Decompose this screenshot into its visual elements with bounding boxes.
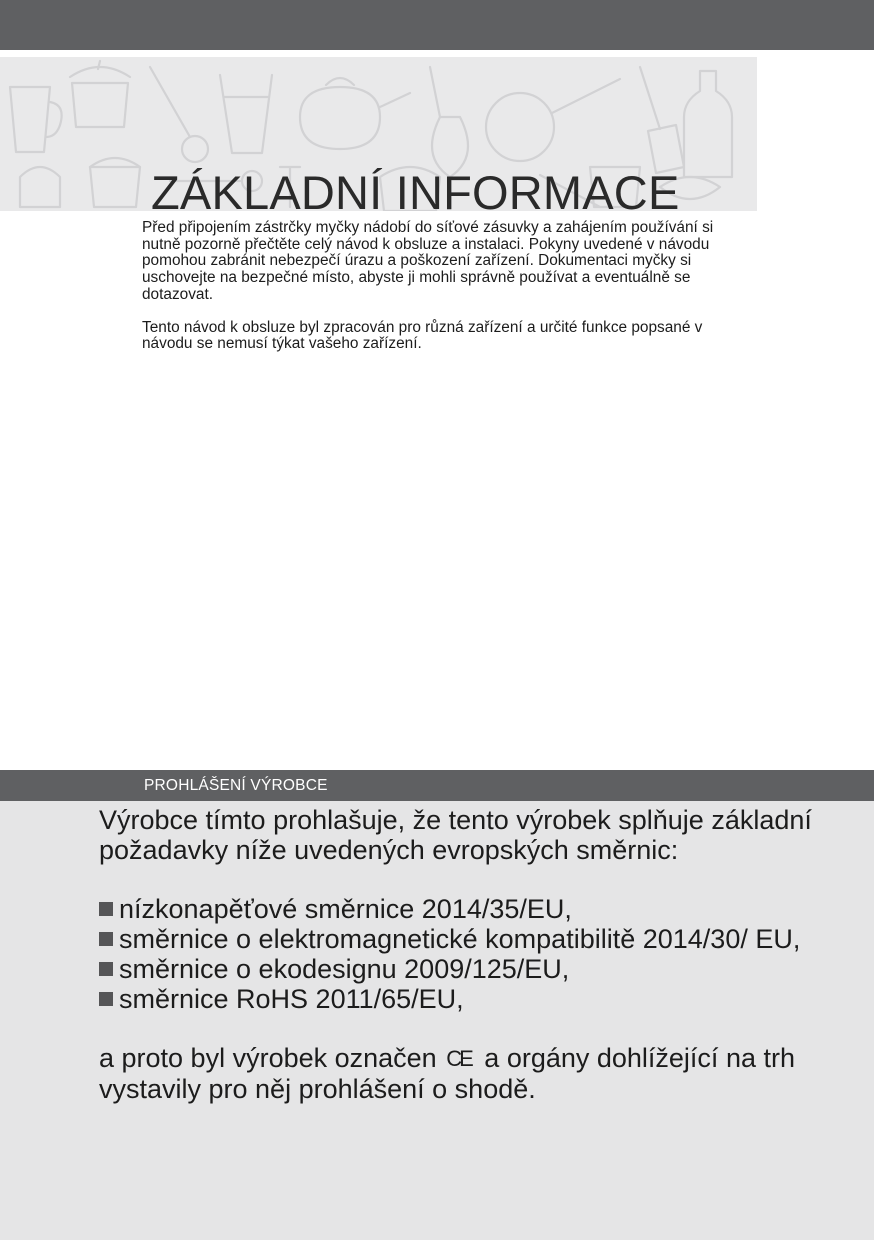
intro-text (142, 220, 754, 369)
declaration-text (99, 805, 819, 1104)
closing-text-after: a orgány dohlížející na trh vystavily pro něj prohlášení o shodě. (99, 1043, 795, 1104)
directive-text: směrnice o ekodesignu 2009/125/EU, (119, 954, 570, 984)
top-bar (0, 0, 874, 50)
directive-text: směrnice RoHS 2011/65/EU, (119, 984, 464, 1014)
list-item (99, 924, 819, 954)
page-title: ZÁKLADNÍ INFORMACE (151, 166, 680, 211)
list-item (99, 984, 819, 1014)
declaration-section-bar (0, 770, 874, 801)
list-item (99, 954, 819, 984)
square-bullet-icon (99, 902, 113, 916)
declaration-section-label: PROHLÁŠENÍ VÝROBCE (144, 777, 328, 794)
declaration-closing (99, 1043, 819, 1104)
directive-text: nízkonapěťové směrnice 2014/35/EU, (119, 894, 572, 924)
directive-list (99, 894, 819, 1014)
intro-paragraph: Před připojením zástrčky myčky nádobí do síťové zásuvky a zahájením používání si nutně pozorně přečtěte celý návod k obsluze a instalaci. Pokyny uvedené v návodu pomohou zabránit nebezpečí úrazu a poškození zařízení. Dokumentaci myčky si uschovejte na bezpečné místo, abyste ji mohli správně používat a eventuálně se dotazovat. (142, 219, 714, 303)
declaration-lead: Výrobce tímto prohlašuje, že tento výrobek splňuje základní požadavky níže uvedených evropských směrnic: (99, 805, 812, 865)
square-bullet-icon (99, 962, 113, 976)
ce-mark-icon: CE (446, 1046, 471, 1071)
list-item (99, 894, 819, 924)
closing-text-before: a proto byl výrobek označen (99, 1043, 437, 1073)
square-bullet-icon (99, 932, 113, 946)
intro-paragraph: Tento návod k obsluze byl zpracován pro různá zařízení a určité funkce popsané v návodu se nemusí týkat vašeho zařízení. (142, 318, 703, 353)
square-bullet-icon (99, 992, 113, 1006)
directive-text: směrnice o elektromagnetické kompatibilitě 2014/30/ EU, (119, 924, 801, 954)
header-banner (0, 57, 757, 211)
